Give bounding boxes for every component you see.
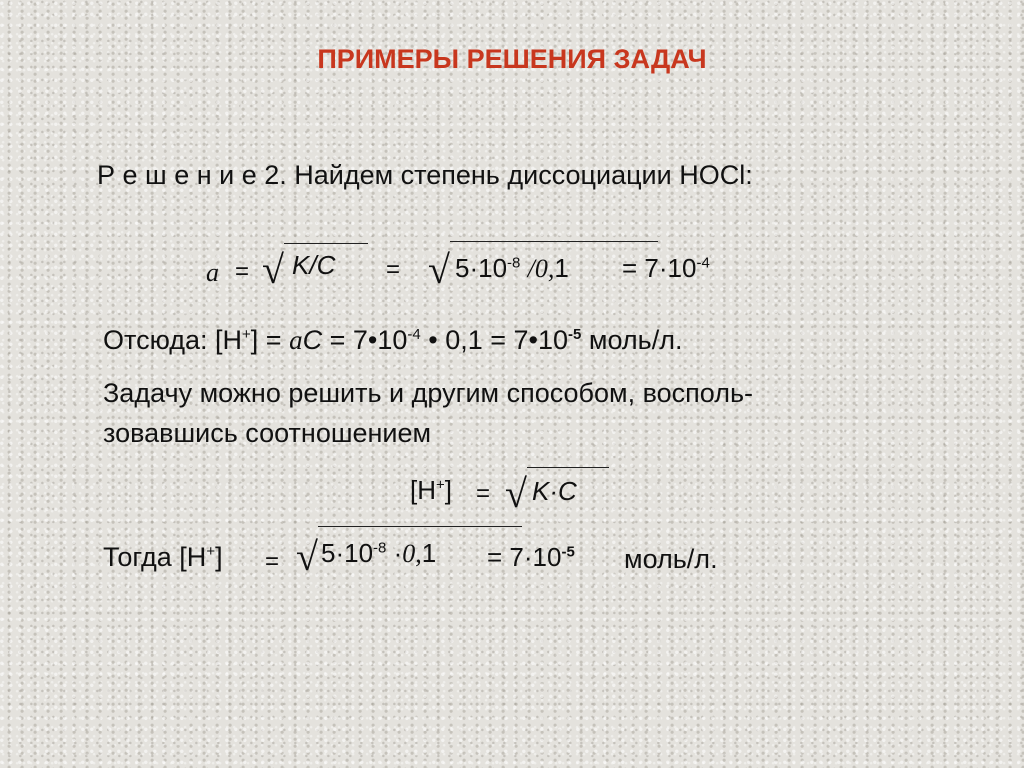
- equals-sign: =: [329, 325, 346, 355]
- solution-intro: Р е ш е н и е 2. Найдем степень диссоциации HOCl:: [97, 160, 753, 190]
- result-mantissa: = 7·10: [622, 253, 697, 283]
- alpha-symbol: a: [206, 258, 219, 287]
- result-exponent: -4: [696, 254, 710, 272]
- slide-title: ПРИМЕРЫ РЕШЕНИЯ ЗАДАЧ: [317, 44, 707, 74]
- sqrt-icon: √: [505, 471, 527, 516]
- exponent: -8: [507, 254, 521, 272]
- unit: моль/л.: [588, 325, 683, 355]
- plus-superscript: +: [206, 543, 216, 560]
- radical-bar: [284, 243, 368, 244]
- h-lead: Отсюда: [H: [103, 325, 242, 355]
- sqrt-icon: √: [262, 247, 284, 292]
- result-mantissa: = 7·10: [487, 542, 562, 572]
- c-symbol: C: [302, 325, 323, 355]
- one-part: 1: [554, 253, 569, 283]
- mantissa: 5·10: [321, 538, 374, 568]
- radical-bar: [527, 467, 609, 468]
- exponent: -8: [373, 539, 387, 557]
- paragraph-line-2: зовавшись соотношением: [103, 418, 432, 448]
- h-lead: [H: [410, 475, 436, 505]
- middle-expression: • 0,1 = 7•10: [428, 325, 569, 355]
- equals-sign: =: [476, 480, 491, 507]
- zero-part: 0,: [402, 539, 422, 568]
- exponent2: -5: [568, 326, 582, 343]
- sqrt-icon: √: [428, 247, 450, 292]
- plus-superscript: +: [436, 476, 445, 494]
- bracket-close: ]: [250, 325, 259, 355]
- radical-bar: [318, 526, 522, 527]
- radical-bar: [450, 241, 658, 242]
- value1: 7•10: [352, 325, 408, 355]
- equals-sign: =: [265, 325, 282, 355]
- equals-sign: =: [265, 548, 280, 575]
- zero-part: 0,: [534, 254, 555, 283]
- sqrt-icon: √: [296, 534, 318, 579]
- one-part: 1: [421, 538, 437, 568]
- k-over-c: K/C: [292, 250, 336, 280]
- slash: /: [527, 254, 535, 283]
- bracket-close: ]: [215, 542, 223, 572]
- togda-lead: Тогда [H: [103, 542, 207, 572]
- k-times-c: K·C: [532, 476, 577, 506]
- equals-sign: =: [386, 256, 401, 283]
- paragraph-line-1: Задачу можно решить и другим способом, восполь-: [103, 378, 754, 408]
- formula-result: [622, 253, 710, 284]
- result-exponent: -5: [561, 543, 575, 561]
- mantissa: 5·10: [455, 253, 508, 283]
- dot-operator: ·: [393, 538, 403, 568]
- plus-superscript: +: [242, 326, 251, 343]
- equals-sign: =: [235, 258, 250, 285]
- formula-value: [455, 253, 569, 284]
- otsyuda-line: [103, 325, 682, 356]
- exponent1: -4: [407, 326, 421, 343]
- alpha-symbol: a: [289, 325, 303, 355]
- unit: моль/л.: [624, 544, 718, 574]
- bracket-close: ]: [444, 475, 452, 505]
